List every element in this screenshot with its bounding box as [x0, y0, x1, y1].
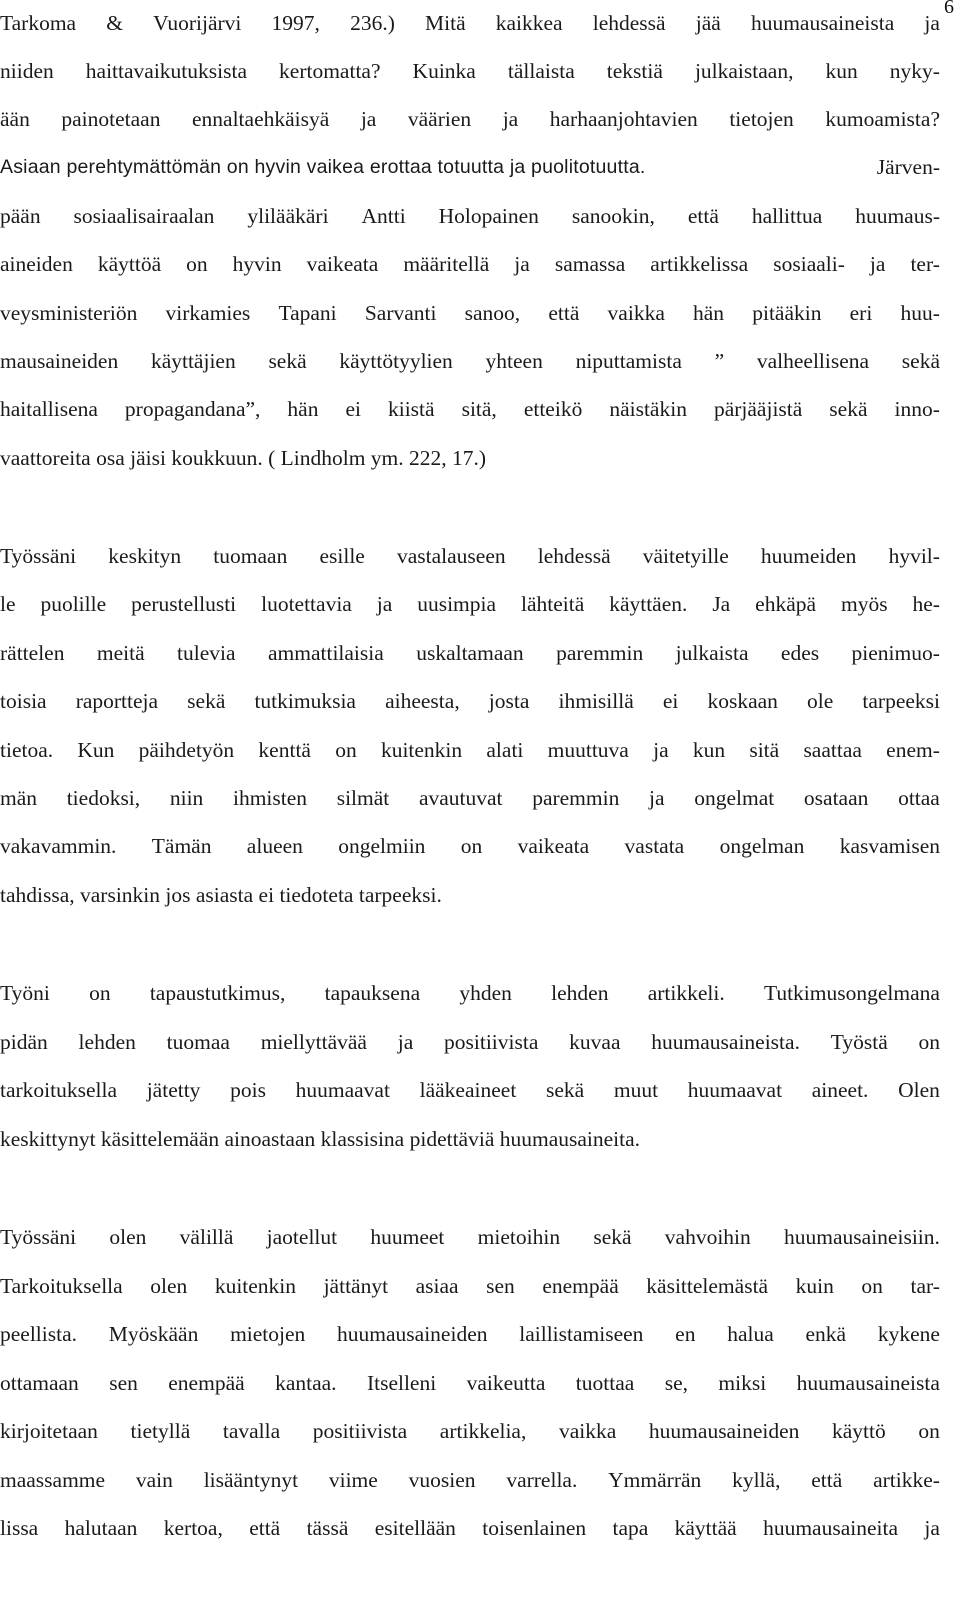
text-line: vakavammin. Tämän alueen ongelmiin on vaikeata vastata ongelman kasvamisen: [0, 834, 940, 858]
text-line: mausaineiden käyttäjien sekä käyttötyylien yhteen niputtamista ” valheellisena sekä: [0, 349, 940, 373]
text-line: veysministeriön virkamies Tapani Sarvanti sanoo, että vaikka hän pitääkin eri huu-: [0, 301, 940, 325]
text-line: kirjoitetaan tietyllä tavalla positiivista artikkelia, vaikka huumausaineiden käyttö on: [0, 1419, 940, 1443]
text-line: vaattoreita osa jäisi koukkuun. ( Lindholm ym. 222, 17.): [0, 446, 487, 470]
text-line: haitallisena propagandana”, hän ei kiistä sitä, etteikö näistäkin pärjääjistä sekä inno-: [0, 397, 940, 421]
text-line: toisia raportteja sekä tutkimuksia aiheesta, josta ihmisillä ei koskaan ole tarpeeksi: [0, 689, 940, 713]
text-line: ottamaan sen enempää kantaa. Itselleni vaikeutta tuottaa se, miksi huumausaineista: [0, 1371, 940, 1395]
text-line: Työni on tapaustutkimus, tapauksena yhden lehden artikkeli. Tutkimusongelmana: [0, 981, 940, 1005]
page-number: 6: [944, 0, 954, 18]
text-line: pidän lehden tuomaa miellyttävää ja positiivista kuvaa huumausaineista. Työstä on: [0, 1030, 940, 1054]
text-line: rättelen meitä tulevia ammattilaisia uskaltamaan paremmin julkaista edes pienimuo-: [0, 641, 940, 665]
text-line: Tarkoituksella olen kuitenkin jättänyt asiaa sen enempää käsittelemästä kuin on tar-: [0, 1274, 940, 1298]
text-line: keskittynyt käsittelemään ainoastaan klassisina pidettäviä huumausaineita.: [0, 1127, 641, 1151]
text-line: Asiaan perehtymättömän on hyvin vaikea erottaa totuutta ja puolitotuutta. Järven-: [0, 155, 940, 179]
text-line: tarkoituksella jätetty pois huumaavat lääkeaineet sekä muut huumaavat aineet. Olen: [0, 1078, 940, 1102]
text-line: lissa halutaan kertoa, että tässä esitellään toisenlainen tapa käyttää huumausaineita ja: [0, 1516, 940, 1540]
text-line: tietoa. Kun päihdetyön kenttä on kuitenkin alati muuttuva ja kun sitä saattaa enem-: [0, 738, 940, 762]
text-line: ään painotetaan ennaltaehkäisyä ja väärien ja harhaanjohtavien tietojen kumoamista?: [0, 107, 940, 131]
text-line: Työssäni olen välillä jaotellut huumeet mietoihin sekä vahvoihin huumausaineisiin.: [0, 1225, 940, 1249]
text-line: niiden haittavaikutuksista kertomatta? Kuinka tällaista tekstiä julkaistaan, kun nyky-: [0, 59, 940, 83]
text-line: Tarkoma & Vuorijärvi 1997, 236.) Mitä kaikkea lehdessä jää huumausaineista ja: [0, 11, 940, 35]
text-line: män tiedoksi, niin ihmisten silmät avautuvat paremmin ja ongelmat osataan ottaa: [0, 786, 940, 810]
text-line: maassamme vain lisääntynyt viime vuosien varrella. Ymmärrän kyllä, että artikke-: [0, 1468, 940, 1492]
text-line: pään sosiaalisairaalan ylilääkäri Antti Holopainen sanookin, että hallittua huumaus-: [0, 204, 940, 228]
text-line: le puolille perustellusti luotettavia ja uusimpia lähteitä käyttäen. Ja ehkäpä myös he-: [0, 592, 940, 616]
text-line: aineiden käyttöä on hyvin vaikeata määritellä ja samassa artikkelissa sosiaali- ja ter-: [0, 252, 940, 276]
text-line: Työssäni keskityn tuomaan esille vastalauseen lehdessä väitetyille huumeiden hyvil-: [0, 544, 940, 568]
text-line: tahdissa, varsinkin jos asiasta ei tiedoteta tarpeeksi.: [0, 883, 442, 907]
text-line: peellista. Myöskään mietojen huumausaineiden laillistamiseen en halua enkä kykene: [0, 1322, 940, 1346]
